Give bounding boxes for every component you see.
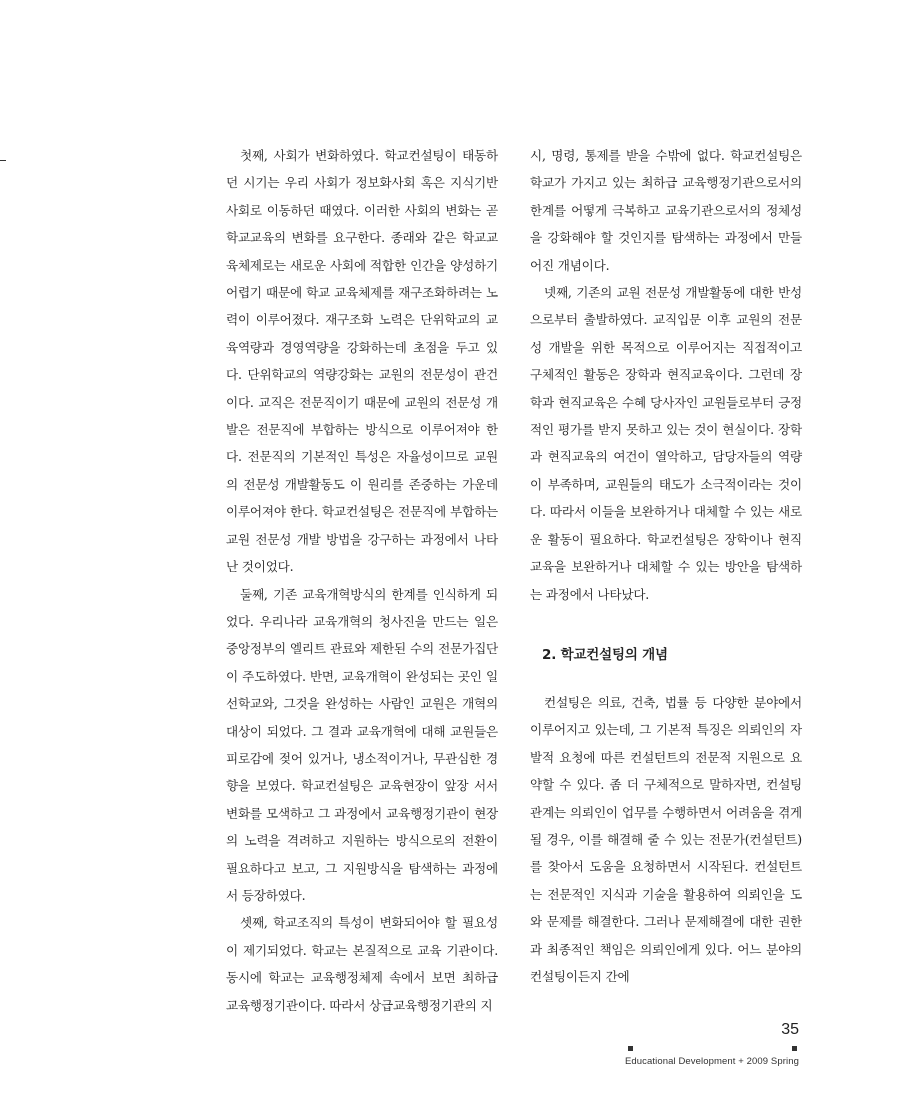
footer-square-mark-right (792, 1046, 797, 1051)
page-number: 35 (781, 1021, 799, 1038)
paragraph-second-reason: 둘째, 기존 교육개혁방식의 한계를 인식하게 되었다. 우리나라 교육개혁의 청사진을 만드는 일은 중앙정부의 엘리트 관료와 제한된 수의 전문가집단이 주도하였다. 반면, 교육개혁이 완성되는 곳인 일선학교와, 그것을 완성하는 사람인 교원은 개혁의 대상이 되었다. 그 결과 교육개혁에 대해 교원들은 피로감에 젖어 있거나, 냉소적이거나, 무관심한 경향을 보였다. 학교컨설팅은 교육현장이 앞장 서서 변화를 모색하고 그 과정에서 교육행정기관이 현장의 노력을 격려하고 지원하는 방식으로의 전환이 필요하다고 보고, 그 지원방식을 탐색하는 과정에서 등장하였다. (226, 586, 498, 903)
paragraph-first-reason: 첫째, 사회가 변화하였다. 학교컨설팅이 태동하던 시기는 우리 사회가 정보화사회 혹은 지식기반사회로 이동하던 때였다. 이러한 사회의 변화는 곧 학교교육의 변화를 요구한다. 종래와 같은 학교교육체제로는 새로운 사회에 적합한 인간을 양성하기 어렵기 때문에 학교 교육체제를 재구조화하려는 노력이 이루어졌다. 재구조화 노력은 단위학교의 교육역량과 경영역량을 강화하는데 초점을 두고 있다. 단위학교의 역량강화는 교원의 전문성이 관건이다. 교직은 전문직이기 때문에 교원의 전문성 개발은 전문직에 부합하는 방식으로 이루어져야 한다. 전문직의 기본적인 특성은 자율성이므로 교원의 전문성 개발활동도 이 원리를 존중하는 가운데 이루어져야 한다. 학교컨설팅은 전문직에 부합하는 교원 전문성 개발 방법을 강구하는 과정에서 나타난 것이었다. (226, 148, 498, 575)
edge-tick-mark (0, 160, 6, 161)
paragraph-fourth-reason: 넷째, 기존의 교원 전문성 개발활동에 대한 반성으로부터 출발하였다. 교직입문 이후 교원의 전문성 개발을 위한 목적으로 이루어지는 직접적이고 구체적인 활동은 장학과 현직교육이다. 그런데 장학과 현직교육은 수혜 당사자인 교원들로부터 긍정적인 평가를 받지 못하고 있는 것이 현실이다. 장학과 현직교육의 여건이 열악하고, 담당자들의 역량이 부족하며, 교원들의 태도가 소극적이라는 것이다. 따라서 이들을 보완하거나 대체할 수 있는 새로운 활동이 필요하다. 학교컨설팅은 장학이나 현직교육을 보완하거나 대체할 수 있는 방안을 탐색하는 과정에서 나타났다. (530, 285, 802, 602)
body-column-left (226, 142, 498, 1019)
body-column-right (530, 142, 802, 990)
paragraph-consulting-concept: 컨설팅은 의료, 건축, 법률 등 다양한 분야에서 이루어지고 있는데, 그 기본적 특징은 의뢰인의 자발적 요청에 따른 컨설턴트의 전문적 지원으로 요약할 수 있다. 좀 더 구체적으로 말하자면, 컨설팅 관계는 의뢰인이 업무를 수행하면서 어려움을 겪게 될 경우, 이를 해결해 줄 수 있는 전문가(컨설턴트)를 찾아서 도움을 요청하면서 시작된다. 컨설턴트는 전문적인 지식과 기술을 활용하여 의뢰인을 도와 문제를 해결한다. 그러나 문제해결에 대한 권한과 최종적인 책임은 의뢰인에게 있다. 어느 분야의 컨설팅이든지 간에 (530, 694, 802, 984)
paragraph-third-reason-continued: 시, 명령, 통제를 받을 수밖에 없다. 학교컨설팅은 학교가 가지고 있는 최하급 교육행정기관으로서의 한계를 어떻게 극복하고 교육기관으로서의 정체성을 강화해야 할 것인지를 탐색하는 과정에서 만들어진 개념이다. (530, 148, 802, 273)
footer-square-mark-left (628, 1046, 633, 1051)
publication-footer: Educational Development + 2009 Spring (624, 1056, 799, 1067)
section-heading: 2. 학교컨설팅의 개념 (542, 646, 668, 663)
paragraph-third-reason: 셋째, 학교조직의 특성이 변화되어야 할 필요성이 제기되었다. 학교는 본질적으로 교육 기관이다. 동시에 학교는 교육행정체제 속에서 보면 최하급 교육행정기관이다. 따라서 상급교육행정기관의 지 (226, 915, 498, 1013)
